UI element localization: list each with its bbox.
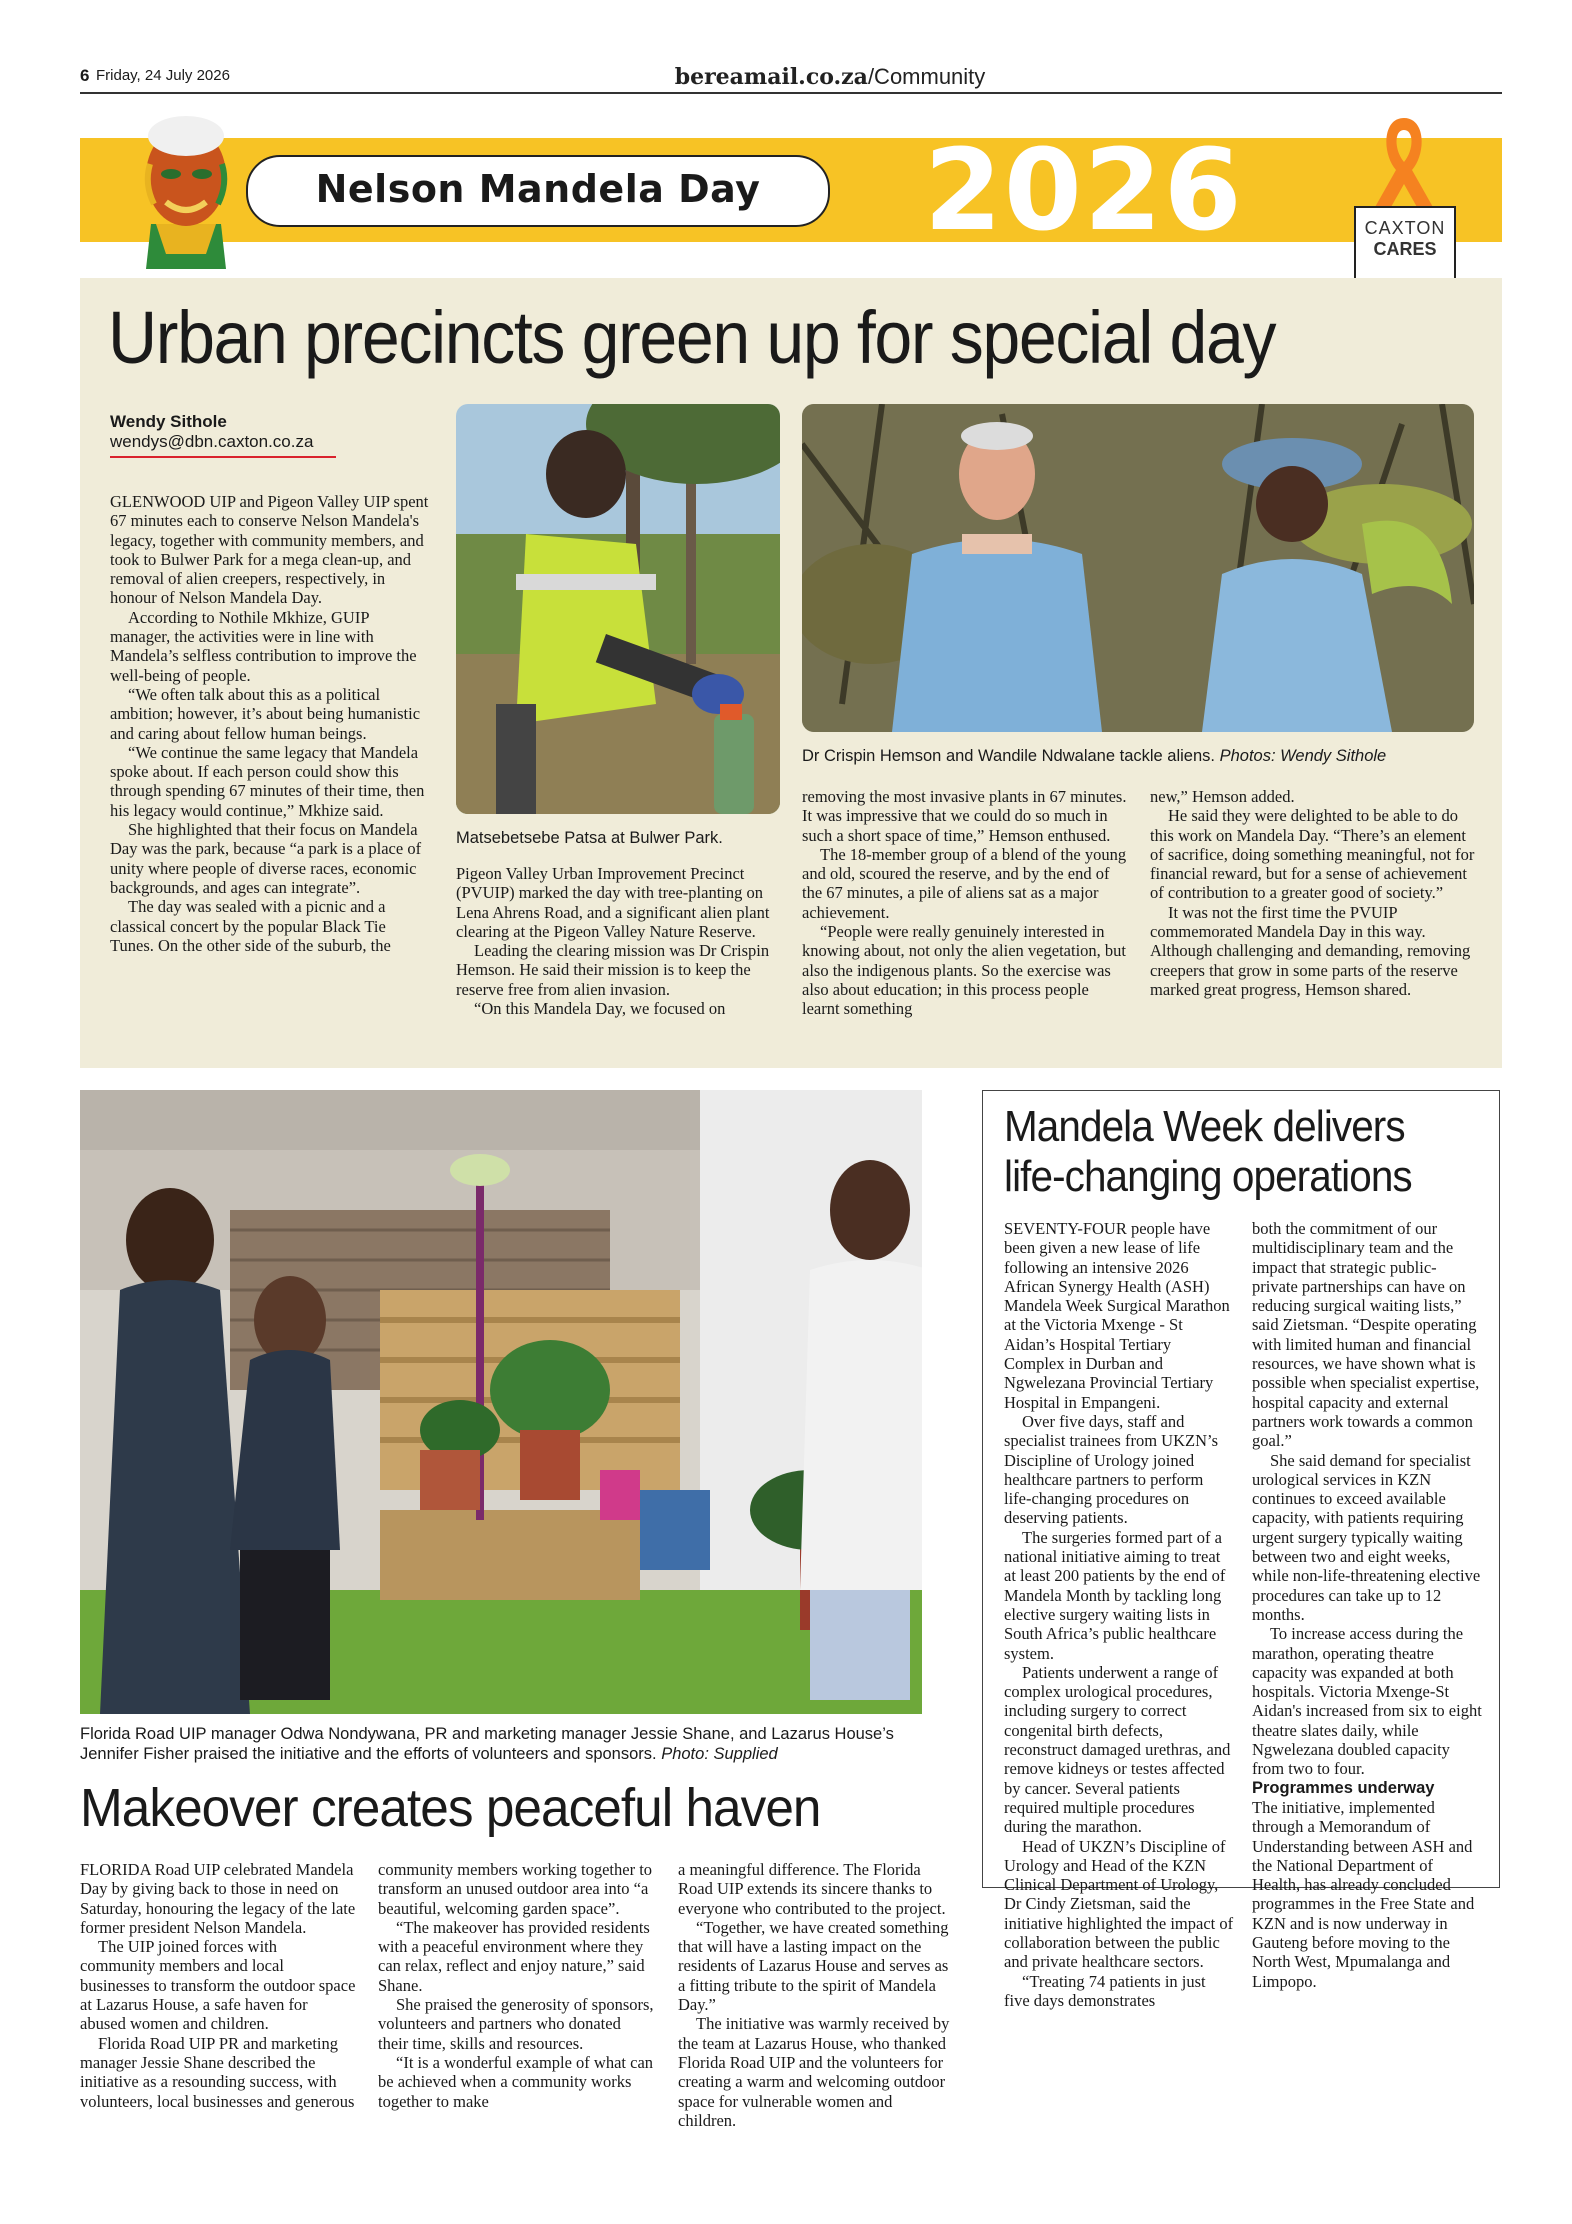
photo3-credit: Photo: Supplied: [661, 1745, 778, 1763]
article3-headline-line1: Mandela Week delivers: [1004, 1102, 1405, 1151]
paragraph: She praised the generosity of sponsors, volunteers and partners who donated their time, skills and resources.: [378, 1995, 654, 2053]
article1-col1: [110, 492, 430, 955]
page-number: 6: [80, 66, 90, 85]
paragraph: “The makeover has provided residents with a peaceful environment where they can relax, reflect and enjoy nature,” said Shane.: [378, 1917, 650, 1995]
article3-headline-line2: life-changing operations: [1004, 1152, 1412, 1201]
paragraph: Leading the clearing mission was Dr Crispin Hemson. He said their mission is to keep the reserve free from alien invasion.: [456, 941, 770, 999]
paragraph: The UIP joined forces with community members and local businesses to transform the outdoor space at Lazarus House, a safe haven for abused women and children.: [80, 1937, 356, 2034]
photo3-caption: [80, 1724, 930, 1764]
paragraph: removing the most invasive plants in 67 minutes. It was impressive that we could do so much in such a short space of time,” Hemson enthused.: [802, 787, 1127, 845]
paragraph: He said they were delighted to be able to do this work on Mandela Day. “There’s an element of sacrifice, doing something meaningful, not for financial reward, but for a sense of achievement of contribution to a greater good of society.”: [1150, 806, 1475, 903]
paragraph: “We continue the same legacy that Mandela spoke about. If each person could show this through spending 67 minutes of their time, then his legacy would continue,” Mkhize said.: [110, 742, 425, 820]
article2-col1: [80, 1860, 356, 2111]
header-rule: [80, 92, 1502, 94]
paragraph: The surgeries formed part of a national initiative aiming to treat at least 200 patients by the end of Mandela Month by tackling long elective surgery waiting lists in South Africa’s public healthcare system.: [1004, 1527, 1226, 1663]
paragraph: Head of UKZN’s Discipline of Urology and Head of the KZN Clinical Department of Urology, Dr Cindy Zietsman, said the initiative highlighted the impact of collaboration between the public and private healthcare sectors.: [1004, 1836, 1234, 1972]
page-header: [80, 66, 1502, 94]
article3-headline: [1004, 1102, 1412, 1202]
paragraph: “Together, we have created something that will have a lasting impact on the residents of Lazarus House and serves as a fitting tribute to the spirit of Mandela Day.”: [678, 1917, 949, 2015]
masthead: [620, 64, 1040, 90]
page-date: Friday, 24 July 2026: [96, 67, 230, 84]
paragraph: FLORIDA Road UIP celebrated Mandela Day by giving back to those in need on Saturday, honouring the legacy of the late former president Nelson Mandela.: [80, 1860, 356, 1937]
article1-headline: Urban precincts green up for special day: [108, 296, 1276, 379]
article1-col3: [802, 787, 1128, 1019]
article3-col1: [1004, 1219, 1234, 2010]
photo2-caption: [802, 746, 1482, 766]
paragraph: both the commitment of our multidisciplinary team and the impact that strategic public-private partnerships can have on reducing surgical waiting lists,” said Zietsman. “Despite operating with limited human and financial resources, we have shown what is possible when specialist expertise, hospital capacity and external partners work towards a common goal.”: [1252, 1219, 1480, 1451]
paragraph: “We often talk about this as a political ambition; however, it’s about being humanistic and caring about fellow human beings.: [110, 684, 421, 743]
article2-col3: [678, 1860, 954, 2130]
caxton-logo-bottom: CARES: [1373, 239, 1437, 259]
site-name: bereamail.co.za: [674, 64, 868, 90]
paragraph: Pigeon Valley Urban Improvement Precinct (PVUIP) marked the day with tree-planting on Lena Ahrens Road, and a significant alien plant clearing at the Pigeon Valley Nature Reserve.: [456, 864, 770, 941]
caxton-cares-logo: [1352, 110, 1456, 280]
paragraph: “Treating 74 patients in just five days demonstrates: [1004, 1971, 1206, 2010]
paragraph: The day was sealed with a picnic and a classical concert by the popular Black Tie Tunes. On the other side of the suburb, the: [110, 897, 391, 955]
article3-subhead: Programmes underway: [1252, 1778, 1435, 1797]
paragraph: The initiative was warmly received by the team at Lazarus House, who thanked Florida Road UIP and the volunteers for creating a warm and welcoming outdoor space for vulnerable women and children.: [678, 2014, 950, 2130]
paragraph: “On this Mandela Day, we focused on: [474, 999, 726, 1019]
article2-col2: [378, 1860, 654, 2111]
photo-lazarus-house-garden: [80, 1090, 922, 1714]
ribbon-icon: [1352, 110, 1456, 220]
article1-col2: [456, 864, 782, 1018]
byline-rule: [110, 456, 336, 458]
paragraph: Florida Road UIP PR and marketing manager Jessie Shane described the initiative as a resounding success, with volunteers, local businesses and generous: [80, 2033, 355, 2111]
photo-hemson-ndwalane: [802, 404, 1474, 732]
paragraph: According to Nothile Mkhize, GUIP manager, the activities were in line with Mandela’s selfless contribution to improve the well-being of people.: [110, 607, 417, 685]
paragraph: The initiative, implemented through a Memorandum of Understanding between ASH and the National Department of Health, has already concluded programmes in the Free State and KZN and is now underway in Gauteng before moving to the North West, Mpumalanga and Limpopo.: [1252, 1797, 1475, 1991]
paragraph: SEVENTY-FOUR people have been given a new lease of life following an intensive 2026 African Synergy Health (ASH) Mandela Week Surgical Marathon at the Victoria Mxenge - St Aidan’s Hospital Tertiary Complex in Durban and Ngwelezana Provincial Tertiary Hospital in Empangeni.: [1004, 1219, 1230, 1412]
paragraph: community members working together to transform an unused outdoor area into “a beautiful, welcoming garden space”.: [378, 1860, 653, 1918]
photo2-caption-text: Dr Crispin Hemson and Wandile Ndwalane tackle aliens.: [802, 747, 1215, 765]
paragraph: It was not the first time the PVUIP commemorated Mandela Day in this way. Although challenging and demanding, removing creepers that grow in some parts of the reserve marked great progress, Hemson shared.: [1150, 902, 1471, 999]
caxton-logo-box: [1354, 206, 1456, 282]
photo1-caption: Matsebetsebe Patsa at Bulwer Park.: [456, 829, 723, 847]
section-name: /Community: [867, 64, 986, 89]
mandela-portrait: [126, 104, 246, 274]
article2-headline: Makeover creates peaceful haven: [80, 1778, 821, 1838]
paragraph: Patients underwent a range of complex urological procedures, including surgery to correct congenital birth defects, reconstruct damaged urethras, and remove kidneys or testes affected by cancer. Several patients required multiple procedures during the marathon.: [1004, 1662, 1231, 1837]
banner-year: 2026: [924, 126, 1244, 256]
paragraph: GLENWOOD UIP and Pigeon Valley UIP spent 67 minutes each to conserve Nelson Mandela's legacy, together with community members, and took to Bulwer Park for a mega clean-up, and removal of alien creepers, respectively, in honour of Nelson Mandela Day.: [110, 492, 429, 608]
paragraph: Over five days, staff and specialist trainees from UKZN’s Discipline of Urology joined healthcare partners to perform life-changing procedures on deserving patients.: [1004, 1411, 1218, 1528]
paragraph: a meaningful difference. The Florida Road UIP extends its sincere thanks to everyone who contributed to the project.: [678, 1860, 946, 1918]
banner-title: Nelson Mandela Day: [315, 167, 761, 211]
article1-col4: [1150, 787, 1476, 999]
article3-col2: [1252, 1219, 1482, 1991]
photo3-caption-text: Florida Road UIP manager Odwa Nondywana, PR and marketing manager Jessie Shane, and Lazarus House’s Jennifer Fisher praised the initiative and the efforts of volunteers and sponsors.: [80, 1725, 894, 1763]
paragraph: The 18-member group of a blend of the young and old, scoured the reserve, and by the end of the 67 minutes, a pile of aliens sat as a major achievement.: [802, 844, 1127, 922]
paragraph: She said demand for specialist urological services in KZN continues to exceed available capacity, with patients requiring urgent surgery typically waiting between two and eight weeks, while non-life-threatening elective procedures can take up to 12 months.: [1252, 1450, 1481, 1624]
paragraph: “People were really genuinely interested in knowing about, not only the alien vegetation, but also the indigenous plants. So the exercise was also about education; in this process people learnt something: [802, 922, 1126, 1019]
banner-title-pill: [246, 155, 830, 227]
byline-name: Wendy Sithole: [110, 412, 227, 431]
photo2-credit: Photos: Wendy Sithole: [1219, 747, 1387, 765]
caxton-logo-top: CAXTON: [1364, 218, 1446, 238]
photo-volunteer-planting: [456, 404, 780, 814]
paragraph: “It is a wonderful example of what can be achieved when a community works together to make: [378, 2052, 654, 2111]
paragraph: To increase access during the marathon, operating theatre capacity was expanded at both hospitals. Victoria Mxenge-St Aidan's increased from six to eight theatre slates daily, while Ngwelezana doubled capacity from two to four.: [1252, 1624, 1482, 1779]
paragraph: new,” Hemson added.: [1150, 787, 1295, 806]
byline-email: wendys@dbn.caxton.co.za: [110, 432, 314, 451]
paragraph: She highlighted that their focus on Mandela Day was the park, because “a park is a place of unity where people of diverse races, economic backgrounds, and ages can integrate”.: [110, 820, 422, 897]
